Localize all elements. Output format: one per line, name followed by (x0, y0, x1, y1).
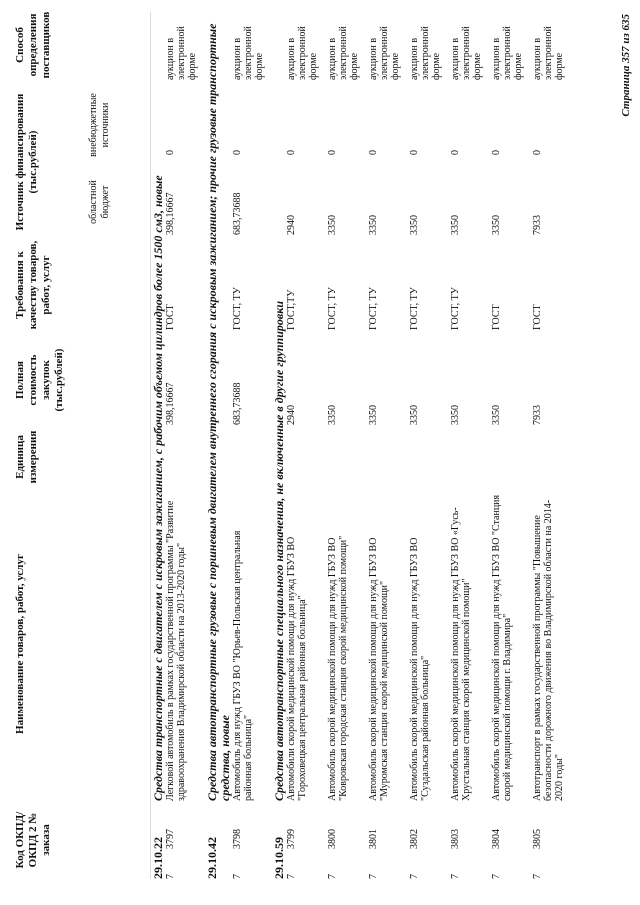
row-unit (232, 425, 265, 485)
row-regional: 7933 (532, 215, 543, 235)
row-id: 3803 (450, 829, 461, 849)
row-method: аукцион в электронной форме (232, 26, 265, 80)
row-name: Автотранспорт в рамках государственной программы "Повышение безопасности дорожного движения во Владимирской области на 2014-2020 годы" (532, 499, 565, 801)
row-cost: 3350 (450, 405, 461, 425)
header-method: Способ определения поставщиков (14, 11, 52, 79)
row-regional: 683,73688 (232, 192, 243, 235)
header-financing-regional: областной бюджет (88, 180, 111, 224)
row-method: аукцион в электронной форме (450, 26, 483, 80)
section-title: Средства автотранспортные специального назначения, не включенные в другие группировки (272, 300, 286, 801)
table-row (286, 12, 319, 879)
row-regional: 3350 (409, 215, 420, 235)
row-cost: 683,73688 (232, 382, 243, 425)
row-method: аукцион в электронной форме (368, 26, 401, 80)
row-req: ГОСТ, ТУ (450, 287, 461, 330)
row-id: 3799 (286, 829, 297, 849)
table-row (165, 12, 198, 879)
row-req: ГОСТ (532, 304, 543, 330)
table-row (532, 12, 565, 879)
row-regional: 2940 (286, 215, 297, 235)
row-no: 7 (450, 874, 461, 879)
row-req: ГОСТ,ТУ (286, 289, 297, 330)
row-name: Легковой автомобиль в рамках государственной программы "Развитие здравоохранения Владимирской области на 2013-2020 годы" (165, 500, 187, 801)
section-heading (152, 12, 165, 879)
row-extra: 0 (532, 150, 543, 155)
row-cost: 3350 (368, 405, 379, 425)
section-title: Средства транспортные с двигателем с искровым зажиганием, с рабочим объемом цилиндров более 1500 см3, новые (151, 175, 165, 801)
table-row (450, 12, 483, 879)
row-extra: 0 (450, 150, 461, 155)
row-id: 3800 (327, 829, 338, 849)
header-cost: Полная стоимость закупок (тыс.рублей) (14, 348, 65, 412)
page-number: Страница 357 из 635 (620, 14, 632, 117)
row-extra: 0 (368, 150, 379, 155)
row-cost: 3350 (327, 405, 338, 425)
row-name: Автомобили скорой медицинской помощи для нужд ГБУЗ ВО "Гороховецкая центральная районная больница" (286, 536, 308, 801)
row-unit (165, 425, 198, 485)
section-code: 29.10.22 (151, 837, 165, 879)
header-name: Наименование товаров, работ, услуг (14, 554, 26, 734)
row-req: ГОСТ, ТУ (327, 287, 338, 330)
table-header (8, 12, 151, 879)
row-id: 3804 (491, 829, 502, 849)
row-method: аукцион в электронной форме (409, 26, 442, 80)
row-cost: 398,16667 (165, 382, 176, 425)
row-no: 7 (165, 874, 176, 879)
row-id: 3802 (409, 829, 420, 849)
row-regional: 3350 (327, 215, 338, 235)
row-req: ГОСТ, ТУ (409, 287, 420, 330)
row-cost: 3350 (409, 405, 420, 425)
row-req: ГОСТ (491, 304, 502, 330)
row-unit (327, 425, 360, 485)
row-unit (409, 425, 442, 485)
row-no: 7 (368, 874, 379, 879)
header-financing: Источник финансирования (тыс.рублей) (14, 93, 39, 231)
row-extra: 0 (409, 150, 420, 155)
row-id: 3797 (165, 829, 176, 849)
row-no: 7 (409, 874, 420, 879)
row-method: аукцион в электронной форме (286, 26, 319, 80)
row-cost: 2940 (286, 405, 297, 425)
row-id: 3801 (368, 829, 379, 849)
row-extra: 0 (491, 150, 502, 155)
row-regional: 3350 (368, 215, 379, 235)
row-method: аукцион в электронной форме (165, 26, 198, 80)
row-id: 3805 (532, 829, 543, 849)
table-body (150, 12, 565, 879)
row-name: Автомобиль скорой медицинской помощи для нужд ГБУЗ ВО "Ковровская городская станция скорой медицинской помощи" (327, 535, 349, 801)
section-title: Средства автотранспортные грузовые с поршневым двигателем внутреннего сгорания с искровым зажиганием; прочие грузовые транспортные средства, новые (205, 23, 232, 801)
row-unit (491, 425, 524, 485)
row-name: Автомобиль скорой медицинской помощи для нужд ГБУЗ ВО "Муромская станция скорой медицинской помощи" (368, 537, 390, 801)
section-code: 29.10.42 (205, 837, 219, 879)
table-row (409, 12, 442, 879)
table-row (232, 12, 265, 879)
row-regional: 398,16667 (165, 192, 176, 235)
row-no: 7 (491, 874, 502, 879)
row-req: ГОСТ, ТУ (368, 287, 379, 330)
section-heading (206, 12, 232, 879)
row-extra: 0 (165, 150, 176, 155)
row-regional: 3350 (491, 215, 502, 235)
header-requirements: Требования к качеству товаров, работ, услуг (14, 240, 52, 330)
row-name: Автомобиль скорой медицинской помощи для нужд ГБУЗ ВО "Суздальская районная больница" (409, 537, 431, 801)
row-id: 3798 (232, 829, 243, 849)
table-row (368, 12, 401, 879)
row-no: 7 (532, 874, 543, 879)
row-unit (450, 425, 483, 485)
row-name: Автомобиль скорой медицинской помощи для нужд ГБУЗ ВО "Станция скорой медицинской помощи г. Владимира" (491, 494, 513, 801)
row-name: Автомобиль скорой медицинской помощи для нужд ГБУЗ ВО «Гусь-Хрустальная станция скорой медицинской помощи" (450, 507, 472, 801)
header-financing-extra: внебюджетные источники (88, 93, 111, 157)
row-extra: 0 (327, 150, 338, 155)
row-no: 7 (232, 874, 243, 879)
row-name: Автомобиль для нужд ГБУЗ ВО "Юрьев-Польская центральная районная больница" (232, 530, 254, 801)
row-cost: 7933 (532, 405, 543, 425)
row-extra: 0 (232, 150, 243, 155)
row-method: аукцион в электронной форме (327, 26, 360, 80)
section-code: 29.10.59 (272, 837, 286, 879)
row-unit (368, 425, 401, 485)
header-code: Код ОКПД/ ОКПД 2 № заказа (14, 811, 52, 869)
table-row (491, 12, 524, 879)
row-req: ГОСТ (165, 304, 176, 330)
row-no: 7 (327, 874, 338, 879)
table-row (327, 12, 360, 879)
row-regional: 3350 (450, 215, 461, 235)
section-heading (273, 12, 286, 879)
header-unit: Единица измерения (14, 430, 39, 484)
row-no: 7 (286, 874, 297, 879)
row-extra: 0 (286, 150, 297, 155)
row-method: аукцион в электронной форме (532, 26, 565, 80)
row-unit (532, 425, 565, 485)
row-req: ГОСТ, ТУ (232, 287, 243, 330)
row-unit (286, 425, 319, 485)
row-cost: 3350 (491, 405, 502, 425)
row-method: аукцион в электронной форме (491, 26, 524, 80)
